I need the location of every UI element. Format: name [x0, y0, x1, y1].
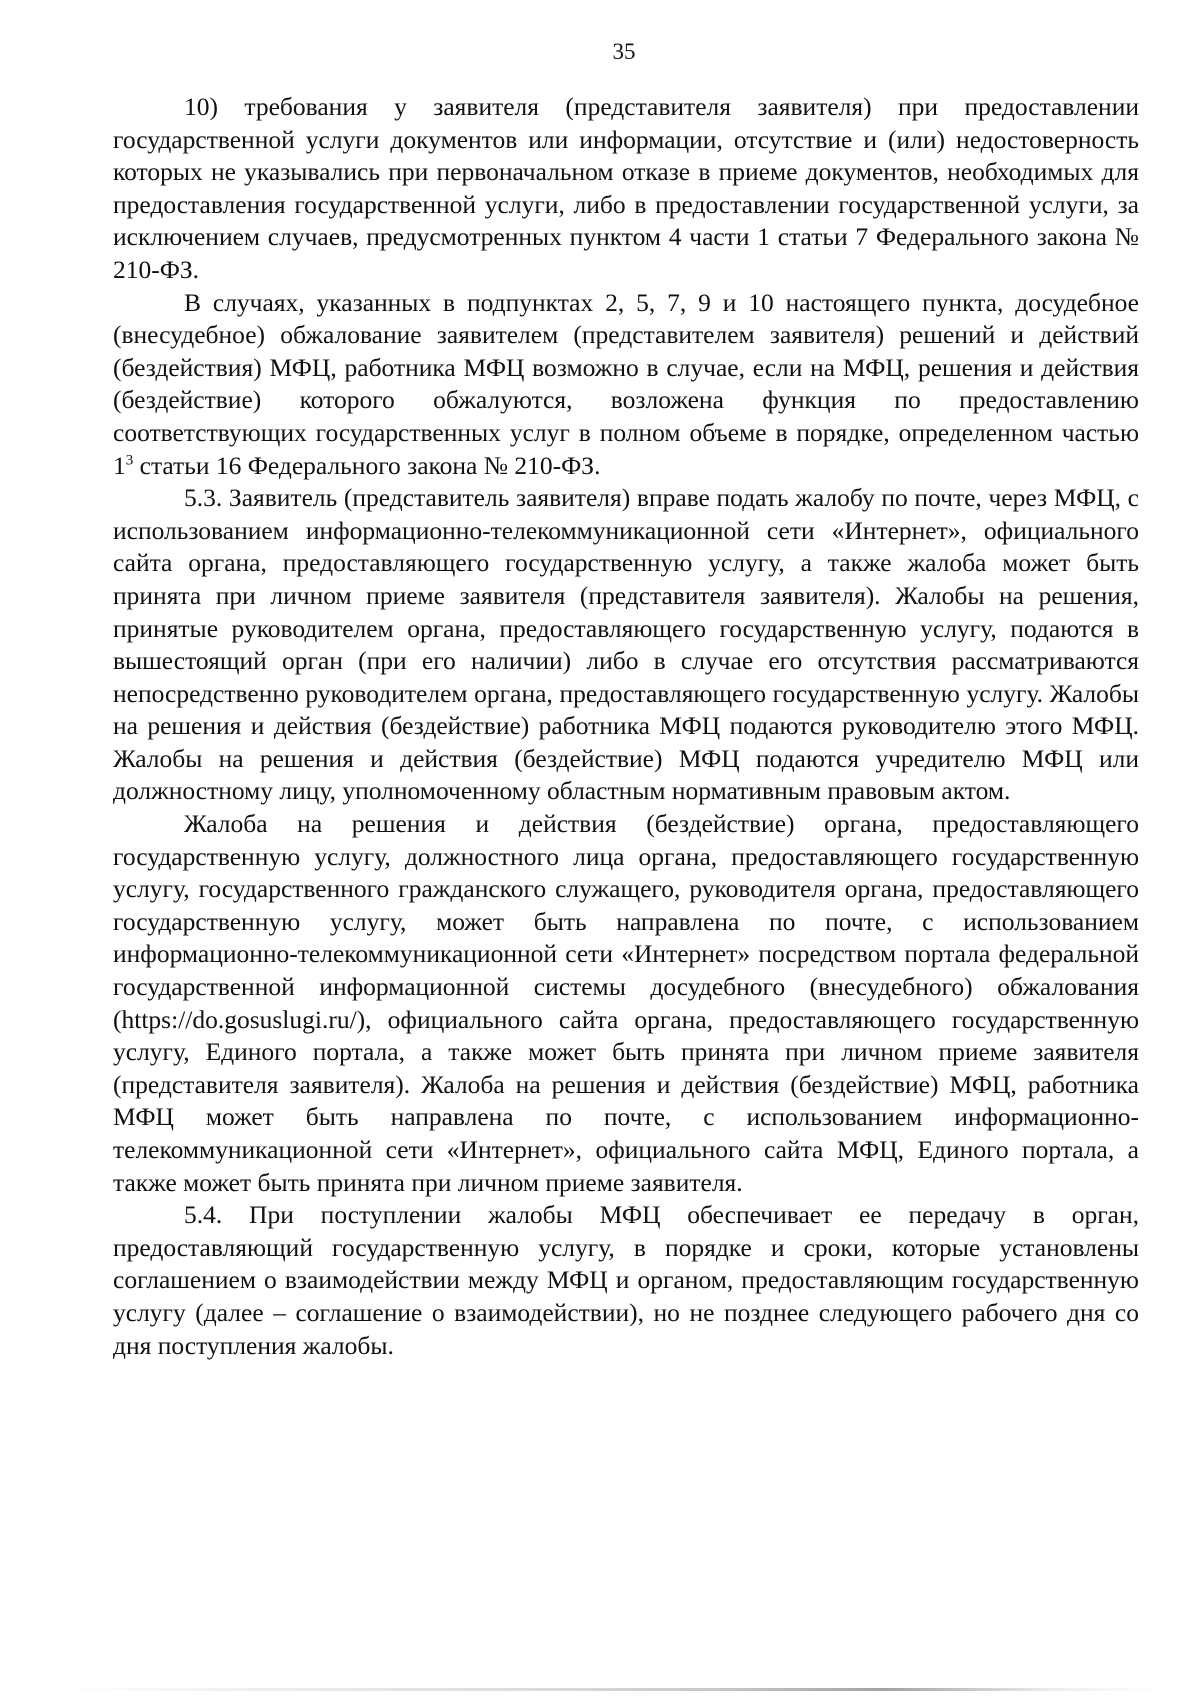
paragraph-cases-superscript: 3 [125, 452, 134, 469]
paragraph-cases-text-end: статьи 16 Федерального закона № 210-ФЗ. [133, 450, 601, 480]
paragraph-cases-text: В случаях, указанных в подпунктах 2, 5, 7, 9 и 10 настоящего пункта, досудебное (внесудебное) обжалование заявителем (представителем заявителя) решений и действий (бездействия) МФЦ, работника МФЦ возможно в случае, если на МФЦ, решения и действия (бездействие) которого обжалуются, возложена функция по предоставлению соответствующих государственных услуг в полном объеме в порядке, определенном частью 1 [113, 287, 1139, 480]
paragraph-cases [113, 287, 1139, 483]
paragraph-section-5-4: 5.4. При поступлении жалобы МФЦ обеспечивает ее передачу в орган, предоставляющий государственную услугу, в порядке и сроки, которые установлены соглашением о взаимодействии между МФЦ и органом, предоставляющим государственную услугу (далее – соглашение о взаимодействии), но не позднее следующего рабочего дня со дня поступления жалобы. [113, 1200, 1139, 1360]
paragraph-section-5-3: 5.3. Заявитель (представитель заявителя) вправе подать жалобу по почте, через МФЦ, с использованием информационно-телекоммуникационной сети «Интернет», официального сайта органа, предоставляющего государственную услугу, а также жалоба может быть принята при личном приеме заявителя (представителя заявителя). Жалобы на решения, принятые руководителем органа, предоставляющего государственную услугу, подаются в вышестоящий орган (при его наличии) либо в случае его отсутствия рассматриваются непосредственно руководителем органа, предоставляющего государственную услугу. Жалобы на решения и действия (бездействие) работника МФЦ подаются руководителю этого МФЦ. Жалобы на решения и действия (бездействие) МФЦ подаются учредителю МФЦ или должностному лицу, уполномоченному областным нормативным правовым актом. [113, 483, 1139, 806]
paragraph-complaint: Жалоба на решения и действия (бездействие) органа, предоставляющего государственную услугу, должностного лица органа, предоставляющего государственную услугу, государственного гражданского служащего, руководителя органа, предоставляющего государственную услугу, может быть направлена по почте, с использованием информационно-телекоммуникационной сети «Интернет» посредством портала федеральной государственной информационной системы досудебного (внесудебного) обжалования (https://do.gosuslugi.ru/), официального сайта органа, предоставляющего государственную услугу, Единого портала, а также может быть принята при личном приеме заявителя (представителя заявителя). Жалоба на решения и действия (бездействие) МФЦ, работника МФЦ может быть направлена по почте, с использованием информационно-телекоммуникационной сети «Интернет», официального сайта МФЦ, Единого портала, а также может быть принята при личном приеме заявителя. [113, 809, 1139, 1197]
scan-bottom-edge [60, 1688, 1160, 1691]
page-number: 35 [612, 39, 636, 64]
document-body [113, 91, 1139, 1362]
paragraph-item-10: 10) требования у заявителя (представителя заявителя) при предоставлении государственной услуги документов или информации, отсутствие и (или) недостоверность которых не указывались при первоначальном отказе в приеме документов, необходимых для предоставления государственной услуги, либо в предоставлении государственной услуги, за исключением случаев, предусмотренных пунктом 4 части 1 статьи 7 Федерального закона № 210-ФЗ. [113, 92, 1139, 284]
